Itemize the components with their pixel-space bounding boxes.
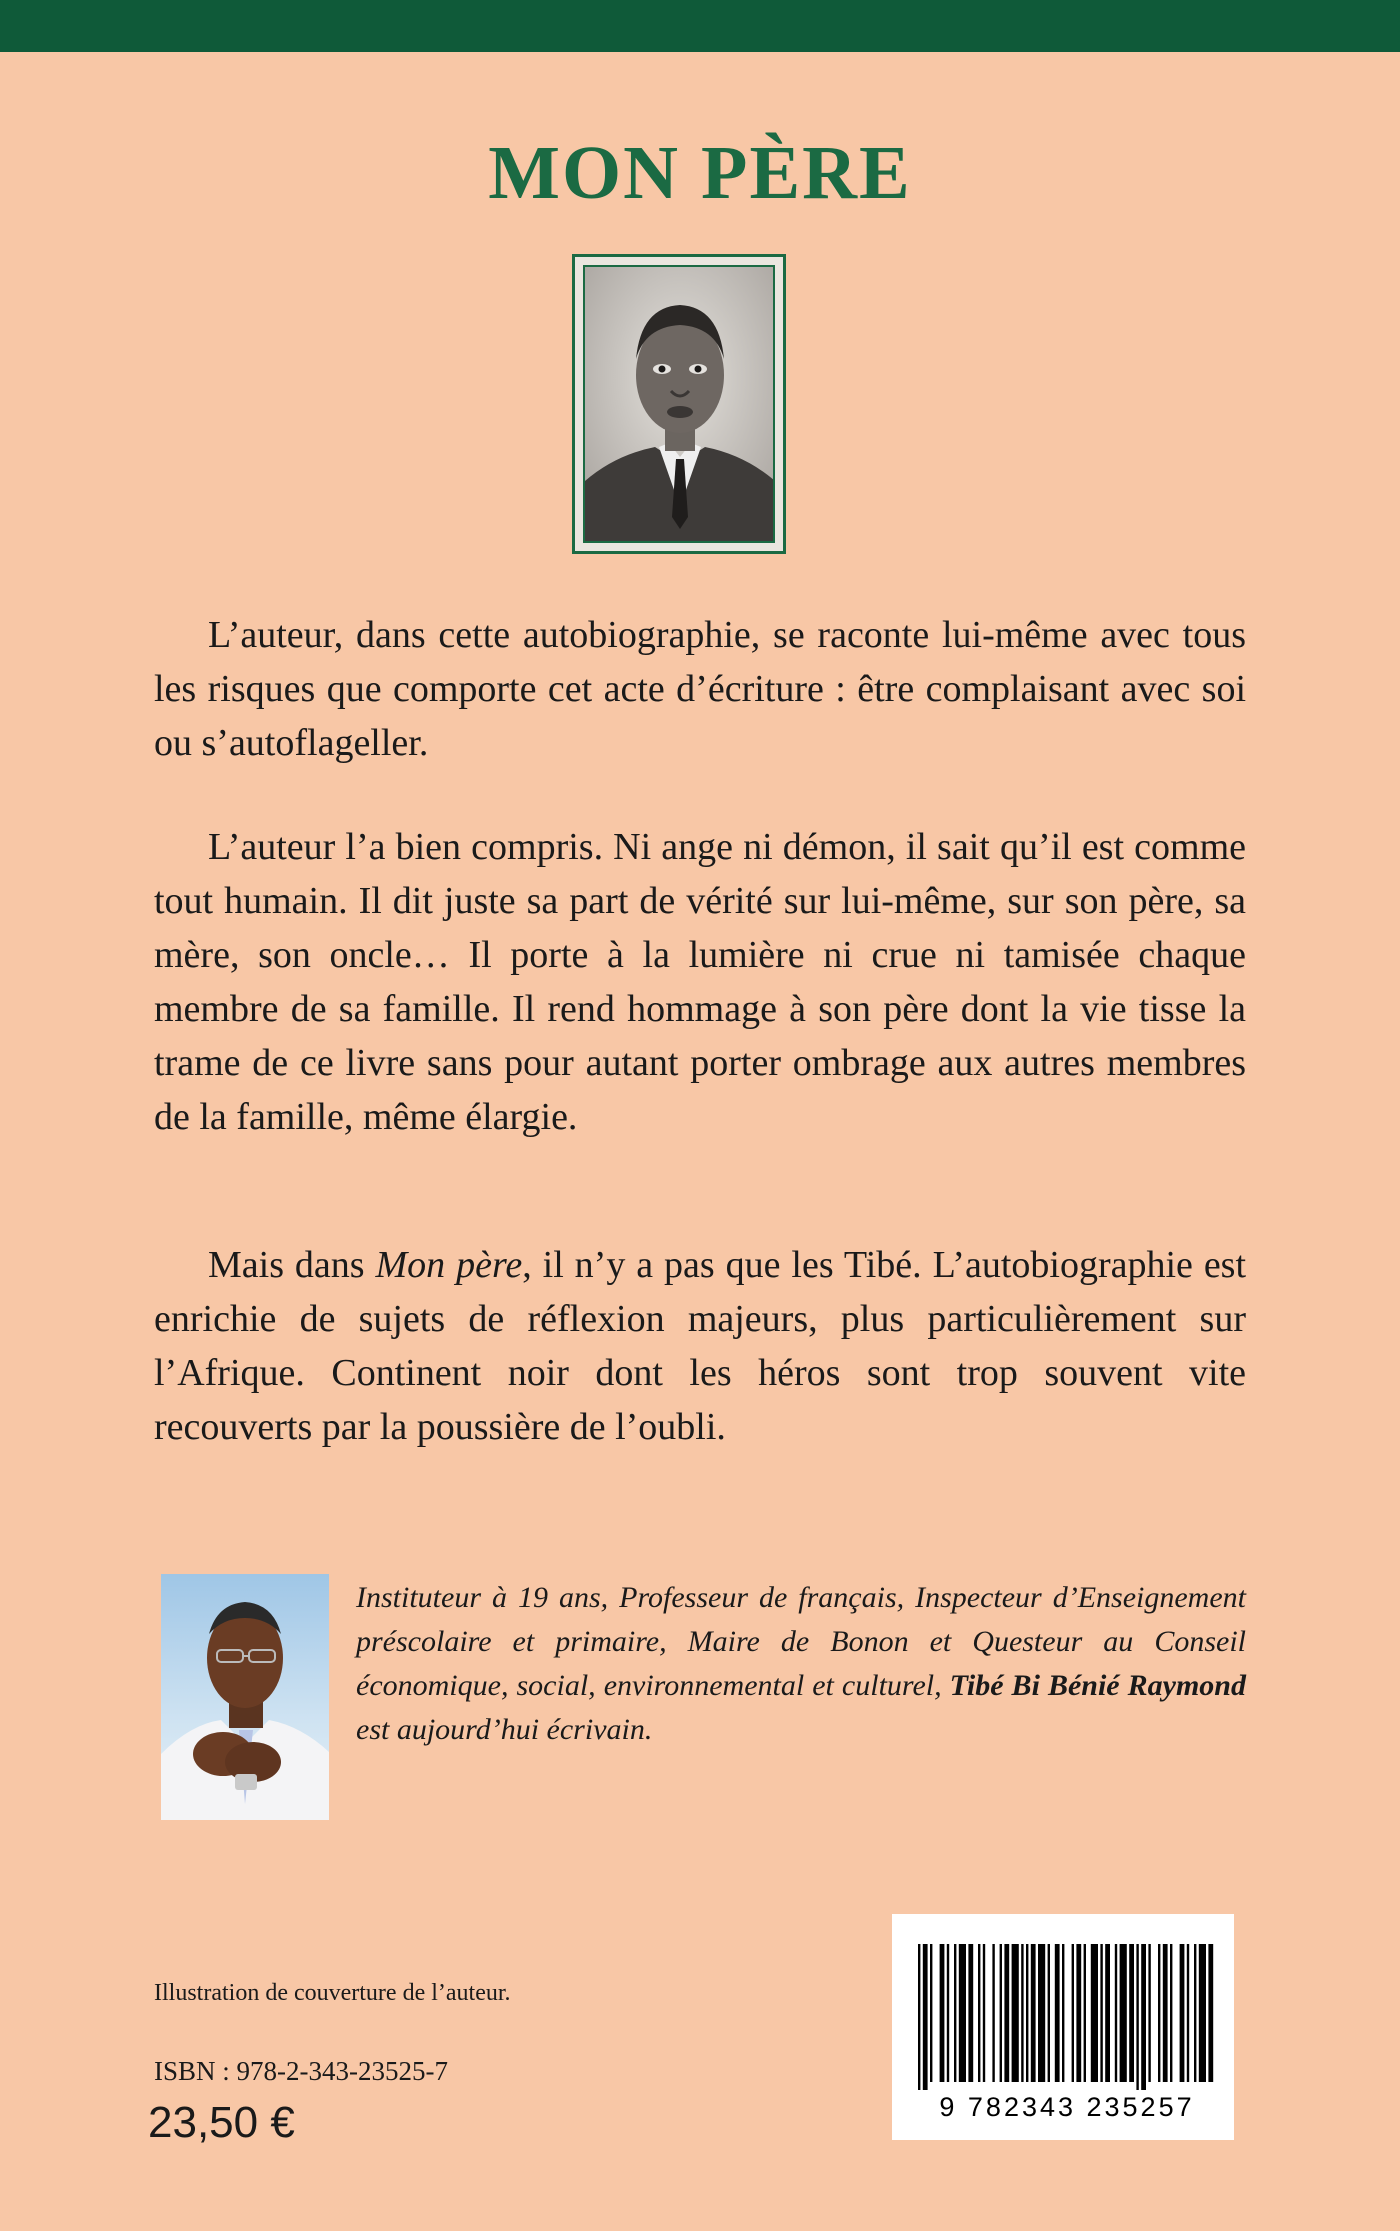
barcode-bar [930,1944,932,2082]
barcode-bar [1038,1944,1045,2082]
book-title-inline: Mon père [375,1244,523,1286]
barcode-bar [983,1944,985,2082]
barcode-bar [1187,1944,1189,2082]
illustration-credit: Illustration de couverture de l’auteur. [154,1980,511,2006]
barcode-bar [1120,1944,1127,2082]
author-bio-text [356,1576,1246,1752]
barcode-bar [1141,1944,1146,2090]
barcode-bar [1194,1944,1196,2082]
barcode-bar [1062,1944,1064,2082]
author-photo-illustration [161,1574,329,1820]
portrait-illustration [585,267,775,543]
barcode-bar [1091,1944,1098,2082]
blurb-paragraph-3 [154,1238,1246,1454]
barcode-bar [1136,1944,1138,2090]
bio-text-start: Instituteur à 19 ans, Professeur de français, Inspecteur d’Enseignement préscolaire et primaire, Maire de Bonon et Questeur au Conseil économique, social, environnemental et culturel, [356,1581,1246,1702]
barcode-bar [1072,1944,1074,2082]
blurb-text-3-end: , il n’y a pas que les Tibé. L’autobiographie est enrichie de sujets de réflexion majeurs, plus particulièrement sur l’Afrique. Continent noir dont les héros sont trop souvent vite recouverts par la poussière de l’oubli. [154,1244,1247,1448]
blurb-paragraph-1 [154,608,1246,770]
barcode-bar [1084,1944,1086,2082]
top-band [0,0,1400,52]
barcode-bar [1163,1944,1168,2082]
barcode-bar [923,1944,928,2090]
barcode-bar [1048,1944,1050,2082]
barcode-bar [1031,1944,1036,2082]
barcode [892,1914,1234,2140]
barcode-bar [959,1944,966,2082]
barcode-bar [1105,1944,1110,2082]
barcode-bar [940,1944,945,2082]
blurb-text-3 [154,1238,1246,1454]
barcode-bar [1000,1944,1002,2082]
barcode-bar [1148,1944,1150,2082]
barcode-bar [918,1944,920,2090]
barcode-bar [1004,1944,1009,2082]
barcode-bar [1170,1944,1172,2082]
barcode-digits: 9 782343 235257 [939,2092,1195,2122]
barcode-bar [1199,1944,1206,2082]
barcode-bar [1115,1944,1117,2082]
barcode-bar [1012,1944,1019,2082]
blurb-text-1: L’auteur, dans cette autobiographie, se raconte lui-même avec tous les risques que comporte cet acte d’écriture : être complaisant avec soi ou s’autoflageller. [154,614,1246,764]
barcode-bar [1026,1944,1028,2082]
barcode-bar [978,1944,980,2082]
blurb-text-2: L’auteur l’a bien compris. Ni ange ni démon, il sait qu’il est comme tout humain. Il dit juste sa part de vérité sur lui-même, sur son père, sa mère, son oncle… Il porte à la lumière ni crue ni tamisée chaque membre de sa famille. Il rend hommage à son père dont la vie tisse la trame de ce livre sans pour autant porter ombrage aux autres membres de la famille, même élargie. [154,826,1246,1138]
barcode-bar [1076,1944,1081,2082]
barcode-bar [968,1944,973,2082]
barcode-bar [1100,1944,1102,2082]
barcode-bar [1129,1944,1134,2082]
isbn: ISBN : 978-2-343-23525-7 [154,2056,448,2086]
author-photo [161,1574,329,1820]
barcode-bar [1055,1944,1060,2082]
price: 23,50 € [148,2098,295,2147]
barcode-bar [947,1944,949,2082]
author-bio [356,1576,1246,1752]
barcode-bar [1021,1944,1023,2082]
blurb-paragraph-2 [154,820,1246,1144]
father-portrait [572,254,786,554]
barcode-bar [1158,1944,1160,2082]
author-name: Tibé Bi Bénié Raymond [949,1669,1246,1702]
portrait-drawing [583,265,775,543]
blurb-text-3-start: Mais dans [208,1244,376,1286]
barcode-bar [992,1944,994,2082]
barcode-bar [1180,1944,1185,2082]
barcode-bar [954,1944,956,2082]
bio-text-end: est aujourd’hui écrivain. [356,1713,653,1746]
book-title: MON PÈRE [488,131,912,215]
barcode-bar [1208,1944,1213,2082]
